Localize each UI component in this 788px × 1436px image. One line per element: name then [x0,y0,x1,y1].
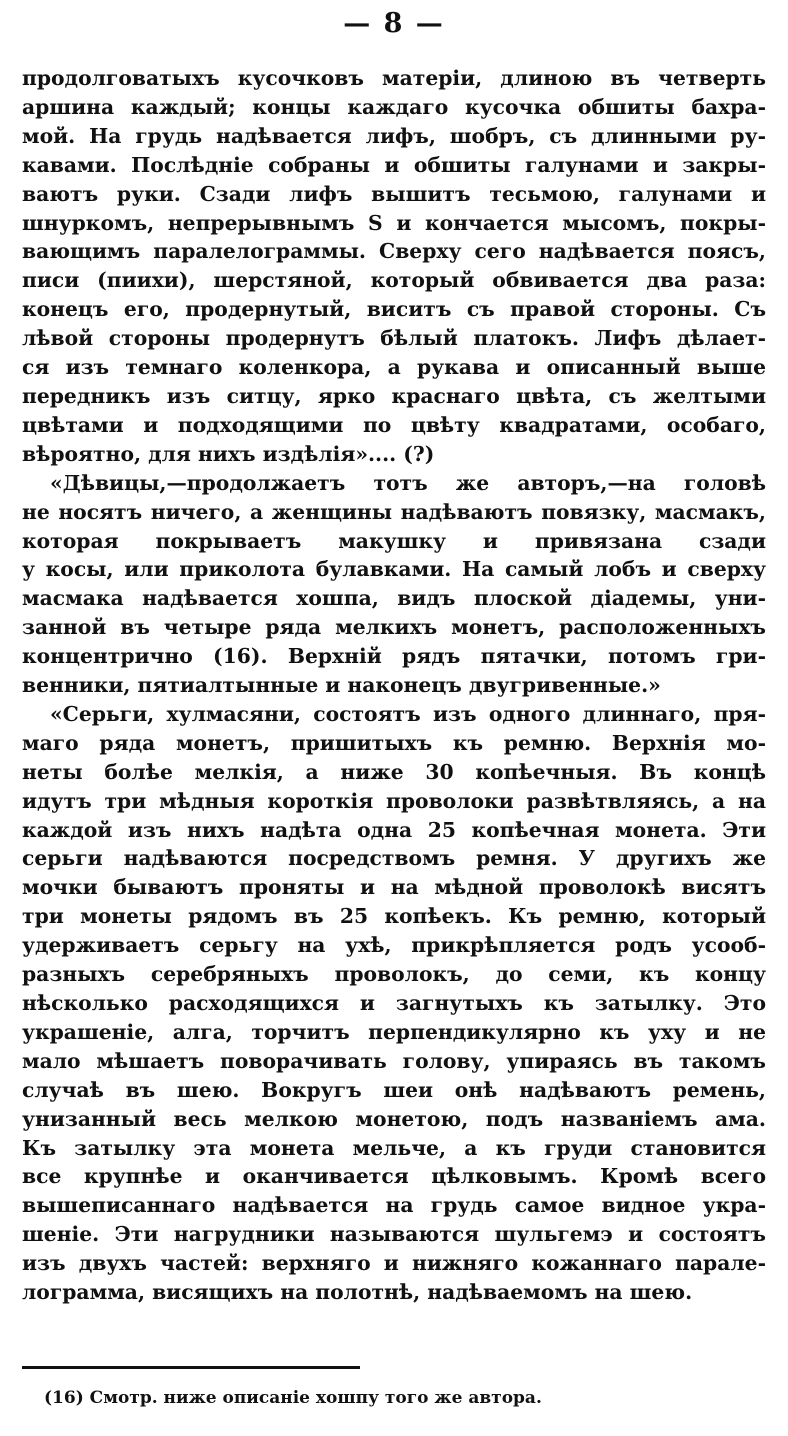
text-line: удерживаетъ серьгу на ухѣ, прикрѣпляется родъ усооб- [22,933,766,958]
text-line: нѣсколько расходящихся и загнутыхъ къ затылку. Это [22,991,766,1015]
text-line: серьги надѣваются посредствомъ ремня. У другихъ же [22,846,766,871]
text-line: конецъ его, продернутый, виситъ съ правой стороны. Съ [22,297,766,322]
text-line: «Дѣвицы,—продолжаетъ тотъ же авторъ,—на головѣ [50,470,766,495]
text-line: каждой изъ нихъ надѣта одна 25 копѣечная монета. Эти [22,817,766,842]
text-line: шеніе. Эти нагрудники называются шульгемэ и состоятъ [22,1222,766,1247]
text-line: идутъ три мѣдныя короткія проволоки развѣтвляясь, а на [22,788,766,813]
text-line: «Серьги, хулмасяни, состоятъ изъ одного длиннаго, пря- [50,701,766,726]
text-line: ваютъ руки. Сзади лифъ вышитъ тесьмою, галунами и [22,181,766,206]
text-line: все крупнѣе и оканчивается цѣлковымъ. Кромѣ всего [22,1164,766,1189]
text-line: украшеніе, алга, торчитъ перпендикулярно къ уху и не [22,1019,766,1044]
text-line: кавами. Послѣдніе собраны и обшиты галунами и закры- [22,152,766,177]
text-line: которая покрываетъ макушку и привязана сзади [22,528,766,553]
text-line: вышеписаннаго надѣвается на грудь самое видное укра- [22,1193,766,1218]
text-line: у косы, или приколота булавками. На самый лобъ и сверху [22,557,766,582]
text-line: ся изъ темнаго коленкора, а рукава и описанный выше [22,355,766,380]
text-line: занной въ четыре ряда мелкихъ монетъ, расположенныхъ [22,615,766,640]
text-line: масмака надѣвается хошпа, видъ плоской діадемы, уни- [22,586,766,611]
text-line: лограмма, висящихъ на полотнѣ, надѣваемомъ на шею. [22,1280,693,1305]
text-line: изъ двухъ частей: верхняго и нижняго кожаннаго парале- [22,1251,766,1276]
text-line: маго ряда монетъ, пришитыхъ къ ремню. Верхнія мо- [22,730,766,755]
text-line: цвѣтами и подходящими по цвѣту квадратами, особаго, [22,412,766,437]
text-line: мой. На грудь надѣвается лифъ, шобръ, съ длинными ру- [22,123,766,148]
text-line: передникъ изъ ситцу, ярко краснаго цвѣта, съ желтыми [22,383,766,408]
text-line: разныхъ серебряныхъ проволокъ, до семи, къ концу [22,962,766,987]
text-line: вающимъ паралелограммы. Сверху сего надѣвается поясъ, [22,239,766,264]
text-line: не носятъ ничего, а женщины надѣваютъ повязку, масмакъ, [22,499,766,524]
text-line: неты болѣе мелкія, а ниже 30 копѣечныя. Въ концѣ [22,759,766,784]
text-line: мало мѣшаетъ поворачивать голову, упираясь въ такомъ [22,1048,766,1073]
text-line: аршина каждый; концы каждаго кусочка обшиты бахра- [22,94,766,119]
text-line: концентрично (16). Верхній рядъ пятачки, потомъ гри- [22,644,766,669]
footnote: (16) Смотр. ниже описаніе хошпу того же автора. [44,1388,542,1408]
text-line: Къ затылку эта монета мельче, а къ груди становится [22,1135,766,1160]
text-line: венники, пятиалтынные и наконецъ двугривенные.» [22,673,661,698]
text-line: продолговатыхъ кусочковъ матеріи, длиною въ четверть [22,66,766,90]
text-line: лѣвой стороны продернутъ бѣлый платокъ. Лифъ дѣлает- [22,326,766,351]
page-number-header: — 8 — [343,8,445,39]
text-line: шнуркомъ, непрерывнымъ S и кончается мысомъ, покры- [22,210,766,235]
footnote-divider [22,1366,360,1369]
text-line: вѣроятно, для нихъ издѣлія».... (?) [22,441,435,466]
body-text [22,64,766,1307]
text-line: три монеты рядомъ въ 25 копѣекъ. Къ ремню, который [22,904,766,929]
text-line: унизанный весь мелкою монетою, подъ названіемъ ама. [22,1106,766,1131]
text-line: мочки бываютъ проняты и на мѣдной проволокѣ висятъ [22,875,766,900]
text-line: писи (пиихи), шерстяной, который обвивается два раза: [22,268,766,293]
text-line: случаѣ въ шею. Вокругъ шеи онѣ надѣваютъ ремень, [22,1077,766,1102]
